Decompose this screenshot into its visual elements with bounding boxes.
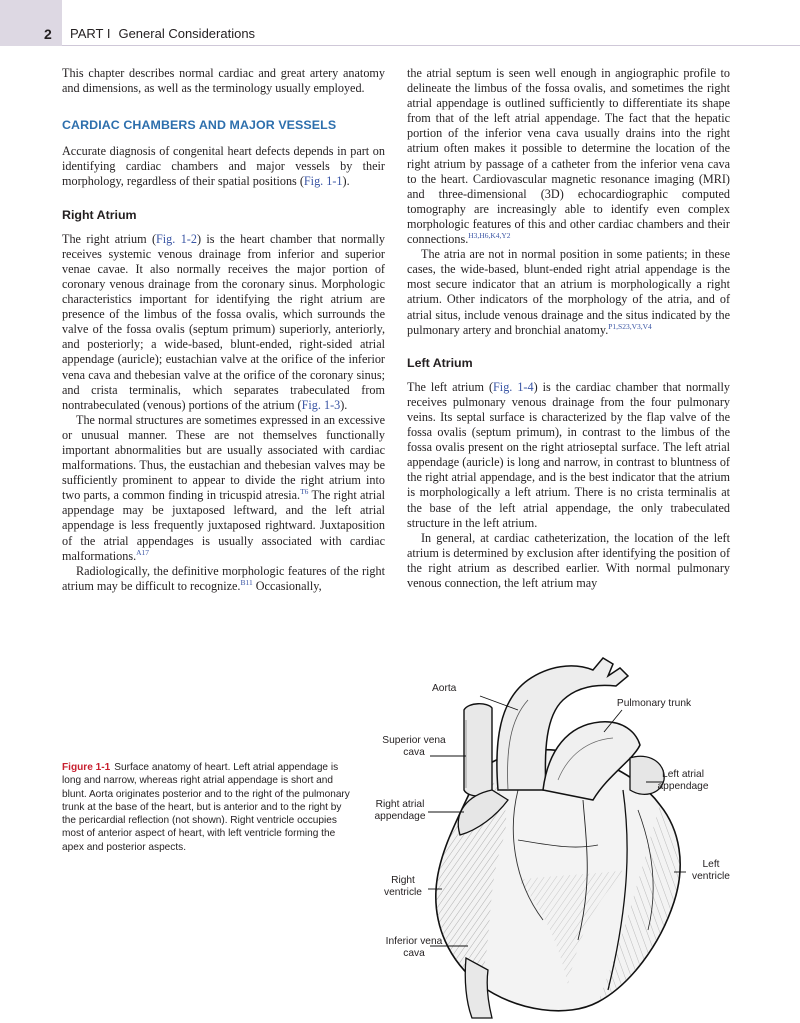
section-heading: CARDIAC CHAMBERS AND MAJOR VESSELS [62,118,337,133]
running-head-section: General Considerations [118,26,256,41]
figure-link[interactable]: Fig. 1-3 [301,397,341,412]
text-run: The right atrial appendage may be juxtaposed leftward, and the left atrial appendage is less frequently juxtaposed rightward. Juxtaposition of the atrial appendages is usually associated with cardiac malformations. [62,488,386,563]
label-left-atrial-appendage: Left atrial appendage [657,769,709,792]
text-run: Radiologically, the definitive morphologic features of the right atrium may be difficult to recognize. [62,563,385,593]
figure-link[interactable]: Fig. 1-4 [493,379,534,394]
text-run: The right atrium ( [62,231,157,246]
label-pulmonary-trunk: Pulmonary trunk [616,698,692,709]
citation-link[interactable]: P1,S23,V3,V4 [608,321,652,331]
text-run: The normal structures are sometimes expressed in an excessive or unusual manner. These are not themselves functionally important abnormalities but are usually associated with cardiac malformations. Thus, the eustachian and thebesian valves may be sufficiently prominent to appear to divide the right atrium into two parts, a common finding in tricuspid atresia. [62,412,385,503]
page-number-tab [0,0,62,46]
heart-drawing [368,640,738,1020]
text-run: The left atrium ( [407,379,494,394]
intro-paragraph: This chapter describes normal cardiac and great artery anatomy and dimensions, as well as the terminology usually employed. [62,66,385,96]
text-run: ) is the heart chamber that normally receives systemic venous drainage from inferior and superior venae cavae. It also normally receives the major portion of coronary venous drainage from the coronary sinus. Morphologic characteristics important for identifying the right atrium are presence of the limbus of the fossa ovalis, which surrounds the valve of the fossa ovalis (septum primum) superiorly, anteriorly, and posteriorly; a wide-based, blunt-ended, right-sided atrial appendage (auricle); eustachian valve at the orifice of the inferior vena cava and thebesian valve at the orifice of the coronary sinus; and crista terminalis, which separates trabeculated from nontrabeculated (venous) portions of the atrium ( [62,231,385,412]
figure-caption-text: Surface anatomy of heart. Left atrial appendage is long and narrow, whereas right atrial appendage is short and blunt. Aorta originates posterior and to the right of the pulmonary trunk at the base of the heart, but is anterior and to the right by the pericardial reflection (not shown). Right ventricle occupies most of anterior aspect of heart, with left ventricle forming the apex and posterior aspects. [62,762,350,853]
text-run: the atrial septum is seen well enough in angiographic profile to delineate the limbus of the fossa ovalis, and sometimes the right atrial appendage is outlined sufficiently to differentiate its shape from that of the left atrial appendage. The fact that the hepatic portion of the inferior vena cava usually drains into the right atrium often makes it possible to determine the location of the right atrium by passage of a catheter from the inferior vena cava to the heart. Cardiovascular magnetic resonance imaging (MRI) and three-dimensional (3D) echocardiographic computed tomography are increasingly able to identify even complex morphologic features of this and other cardiac chambers and their connections. [407,66,730,247]
citation-link[interactable]: A17 [136,547,150,557]
label-right-atrial-appendage: Right atrial appendage [374,799,426,822]
left-column [62,66,385,594]
citation-link[interactable]: T6 [300,487,309,497]
citation-link[interactable]: H3,H6,K4,Y2 [468,230,511,240]
ra-paragraph-3 [62,564,385,594]
heart-illustration [368,640,738,1020]
figure-link[interactable]: Fig. 1-2 [156,231,197,246]
page-header [0,0,800,46]
right-column [407,66,730,591]
figure-caption-label: Figure 1-1 [62,762,111,773]
label-left-ventricle: Left ventricle [692,859,730,882]
running-head [70,26,255,41]
page-number: 2 [44,26,52,42]
ra-paragraph-2 [62,413,385,564]
label-right-ventricle: Right ventricle [384,875,422,898]
text-run: ). [340,397,348,412]
section-paragraph [62,144,385,189]
text-run: ) is the cardiac chamber that normally receives pulmonary venous drainage from the four pulmonary veins. Its septal surface is characterized by the flap valve of the fossa ovalis (septum primum), in contrast to the limbus of the fossa ovalis present on the right atrioseptal surface. The left atrial appendage (auricle) is long and narrow, in contrast to bluntness of the right atrial appendage, and is the best indicator that the atrium is morphologically a left atrium. There is no crista terminalis at the base of the left atrial appendage, the only trabeculated structure in the left atrium. [407,379,730,530]
rc-paragraph-2 [407,247,730,338]
figure-caption [62,761,358,854]
text-run: ). [342,174,350,189]
label-inferior-vena-cava: Inferior vena cava [385,936,443,959]
label-superior-vena-cava: Superior vena cava [382,735,446,758]
label-aorta: Aorta [432,683,457,694]
figure-link[interactable]: Fig. 1-1 [303,174,343,189]
header-rule [62,45,800,46]
la-paragraph-2: In general, at cardiac catheterization, the location of the left atrium is determined by exclusion after identifying the position of the right atrium as described earlier. With normal pulmonary venous connection, the left atrium may [407,530,730,590]
text-run: Occasionally, [252,578,322,593]
running-head-part: PART I [70,26,111,41]
text-run: The atria are not in normal position in some patients; in these cases, the wide-based, blunt-ended right atrial appendage is the most secure indicator that an atrium is morphologically a right atrium. Other indicators of the morphology of the atria, and of atrial situs, include venous drainage and the situs indicated by the pulmonary artery and bronchial anatomy. [407,247,730,337]
rc-paragraph-1 [407,66,730,247]
citation-link[interactable]: B11 [240,577,253,587]
la-paragraph-1 [407,380,730,531]
text-run: Accurate diagnosis of congenital heart defects depends in part on identifying cardiac chambers and major vessels by their morphology, regardless of their spatial positions ( [62,144,385,189]
subheading-right-atrium: Right Atrium [62,207,137,222]
subheading-left-atrium: Left Atrium [407,355,473,370]
superior-vena-cava-shape [464,704,492,796]
ra-paragraph-1 [62,232,385,413]
